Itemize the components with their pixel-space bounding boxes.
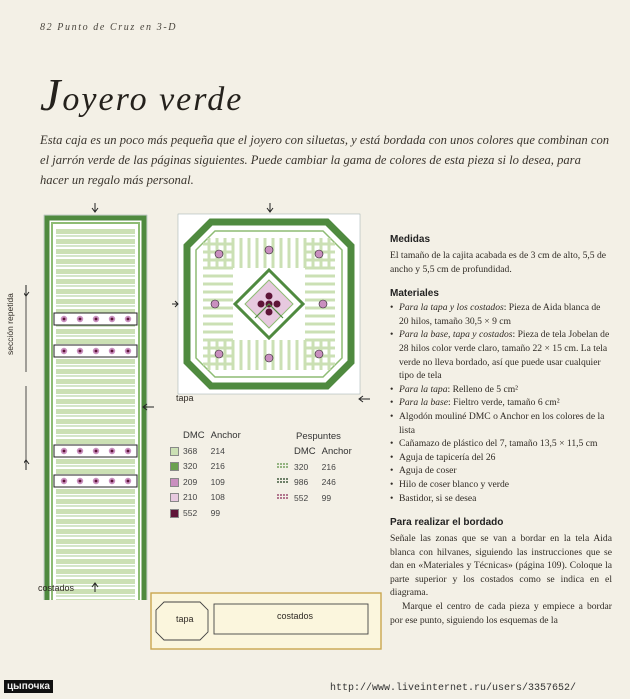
bordado-paragraph-1: Señale las zonas que se van a bordar en la tela Aida blanca con hilvanes, siguiendo las instrucciones que se dan en «Materiales y Técnicas» (página 109). Coloque la parte superior y los costados como se indica en el diagrama. bbox=[390, 533, 612, 599]
flower-center bbox=[111, 480, 114, 483]
materiales-item: • Hilo de coser blanco y verde bbox=[390, 478, 612, 492]
flower-center bbox=[127, 318, 130, 321]
flower-center bbox=[95, 480, 98, 483]
running-header: 82 Punto de Cruz en 3-D bbox=[40, 22, 178, 33]
flower-center bbox=[127, 350, 130, 353]
strip-band bbox=[56, 379, 135, 384]
strip-band bbox=[56, 519, 135, 524]
bordado-paragraph-2: Marque el centro de cada pieza y empiece a bordar por ese punto, siguiendo los esquemas de la bbox=[390, 601, 612, 626]
watermark-logo: цыпочка bbox=[4, 680, 53, 693]
tapa-flower bbox=[265, 246, 273, 254]
legend-row: 210 108 bbox=[170, 490, 247, 506]
bordado-heading: Para realizar el bordado bbox=[390, 517, 504, 529]
tapa-center-flower bbox=[258, 301, 265, 308]
tapa-flower bbox=[215, 350, 223, 358]
swatch-320 bbox=[170, 462, 179, 471]
strip-band bbox=[56, 359, 135, 364]
strip-band bbox=[56, 249, 135, 254]
diagram-costados-label: costados bbox=[277, 611, 314, 621]
legend-row: 209 109 bbox=[170, 474, 247, 490]
materiales-item: • Para la base, tapa y costados: Pieza de tela Jobelan de 28 hilos color verde claro, tamaño 22 × 15 cm. La tela verde no lleva bordado, así que puede usar cualquier tipo de tela bbox=[390, 328, 612, 382]
materiales-item: • Para la tapa: Relleno de 5 cm² bbox=[390, 383, 612, 397]
pespuntes-row: 320 216 bbox=[276, 459, 358, 475]
strip-band bbox=[56, 439, 135, 444]
strip-band bbox=[56, 269, 135, 274]
pespuntes-anchor-header: Anchor bbox=[321, 446, 352, 457]
flower-center bbox=[95, 318, 98, 321]
strip-band bbox=[56, 239, 135, 244]
flower-center bbox=[127, 480, 130, 483]
legend-row: 552 99 bbox=[170, 505, 247, 521]
tapa-flower bbox=[319, 300, 327, 308]
tapa-flower bbox=[265, 354, 273, 362]
color-legend bbox=[170, 430, 247, 521]
strip-band bbox=[56, 399, 135, 404]
strip-band bbox=[56, 409, 135, 414]
backstitch-986-icon bbox=[276, 477, 290, 485]
flower-center bbox=[111, 318, 114, 321]
swatch-209 bbox=[170, 478, 179, 487]
legend-row: 368 214 bbox=[170, 443, 247, 459]
materiales-item: • Cañamazo de plástico del 7, tamaño 13,5 × 11,5 cm bbox=[390, 437, 612, 451]
flower-center bbox=[111, 450, 114, 453]
diagram-tapa-label: tapa bbox=[176, 614, 194, 624]
pespuntes-title: Pespuntes bbox=[296, 431, 341, 442]
materiales-item: • Para la tapa y los costados: Pieza de Aida blanca de 20 hilos, tamaño 30,5 × 9 cm bbox=[390, 301, 612, 328]
strip-band bbox=[56, 599, 135, 600]
tapa-center-flower bbox=[274, 301, 281, 308]
strip-band bbox=[56, 279, 135, 284]
strip-band bbox=[56, 429, 135, 434]
strip-band bbox=[56, 339, 135, 344]
costados-chart bbox=[24, 200, 159, 600]
strip-band bbox=[56, 419, 135, 424]
strip-band bbox=[56, 539, 135, 544]
flower-center bbox=[79, 450, 82, 453]
strip-band bbox=[56, 459, 135, 464]
materiales-item: • Aguja de tapicería del 26 bbox=[390, 451, 612, 465]
tapa-label: tapa bbox=[176, 393, 194, 403]
strip-band bbox=[56, 509, 135, 514]
strip-band bbox=[56, 469, 135, 474]
medidas-text: El tamaño de la cajita acabada es de 3 cm de alto, 5,5 de ancho y 5,5 cm de profundidad. bbox=[390, 250, 607, 275]
materiales-item: • Aguja de coser bbox=[390, 464, 612, 478]
arrow-left-icon bbox=[358, 394, 372, 404]
materiales-item: • Algodón mouliné DMC o Anchor en los colores de la lista bbox=[390, 410, 612, 437]
tapa-pattern bbox=[187, 222, 351, 386]
tapa-chart bbox=[170, 200, 370, 400]
materiales-list bbox=[390, 301, 612, 505]
strip-band bbox=[56, 329, 135, 334]
strip-band bbox=[56, 259, 135, 264]
flower-center bbox=[111, 350, 114, 353]
legend-anchor-header: Anchor bbox=[210, 430, 241, 441]
strip-band bbox=[56, 229, 135, 234]
arrow-down-icon bbox=[267, 203, 273, 212]
flower-center bbox=[95, 450, 98, 453]
flower-center bbox=[95, 350, 98, 353]
pespuntes-legend bbox=[276, 446, 358, 506]
strip-band bbox=[56, 369, 135, 374]
flower-center bbox=[63, 318, 66, 321]
backstitch-320-icon bbox=[276, 462, 290, 470]
materiales-heading: Materiales bbox=[390, 288, 439, 300]
flower-center bbox=[63, 350, 66, 353]
pespuntes-row: 552 99 bbox=[276, 490, 358, 506]
seccion-repetida-label: sección repetida bbox=[5, 293, 15, 355]
strip-band bbox=[56, 489, 135, 494]
tapa-flower bbox=[315, 350, 323, 358]
strip-band bbox=[56, 559, 135, 564]
tapa-center-flower bbox=[266, 293, 273, 300]
tapa-center-flower bbox=[266, 309, 273, 316]
strip-band bbox=[56, 569, 135, 574]
legend-dmc-header: DMC bbox=[183, 430, 205, 441]
intro-paragraph: Esta caja es un poco más pequeña que el joyero con siluetas, y está bordada con unos colores que combinan con el jarrón verde de las páginas siguientes. Puede cambiar la gama de colores de esta pieza si lo desea, para hacer un regalo más personal. bbox=[40, 133, 610, 187]
right-column bbox=[390, 234, 612, 627]
strip-band bbox=[56, 289, 135, 294]
strip-band bbox=[56, 529, 135, 534]
tapa-flower bbox=[315, 250, 323, 258]
tapa-flower bbox=[211, 300, 219, 308]
swatch-552 bbox=[170, 509, 179, 518]
tapa-flower bbox=[215, 250, 223, 258]
flower-center bbox=[79, 350, 82, 353]
flower-center bbox=[79, 480, 82, 483]
costados-label: costados bbox=[38, 583, 75, 593]
arrow-left-icon bbox=[142, 402, 156, 412]
watermark-url[interactable]: http://www.liveinternet.ru/users/3357652/ bbox=[330, 683, 577, 694]
strip-band bbox=[56, 299, 135, 304]
arrow-down-icon bbox=[92, 203, 98, 212]
pespuntes-dmc-header: DMC bbox=[294, 446, 316, 457]
pespuntes-row: 986 246 bbox=[276, 475, 358, 491]
flower-center bbox=[63, 450, 66, 453]
page-title: Joyero verde bbox=[40, 69, 244, 120]
swatch-210 bbox=[170, 493, 179, 502]
backstitch-552-icon bbox=[276, 493, 290, 501]
flower-center bbox=[63, 480, 66, 483]
strip-band bbox=[56, 549, 135, 554]
legend-row: 320 216 bbox=[170, 459, 247, 475]
strip-band bbox=[56, 389, 135, 394]
flower-center bbox=[79, 318, 82, 321]
swatch-368 bbox=[170, 447, 179, 456]
materiales-item: • Para la base: Fieltro verde, tamaño 6 cm² bbox=[390, 396, 612, 410]
materiales-item: • Bastidor, si se desea bbox=[390, 492, 612, 506]
flower-center bbox=[127, 450, 130, 453]
strip-band bbox=[56, 499, 135, 504]
medidas-heading: Medidas bbox=[390, 234, 431, 245]
